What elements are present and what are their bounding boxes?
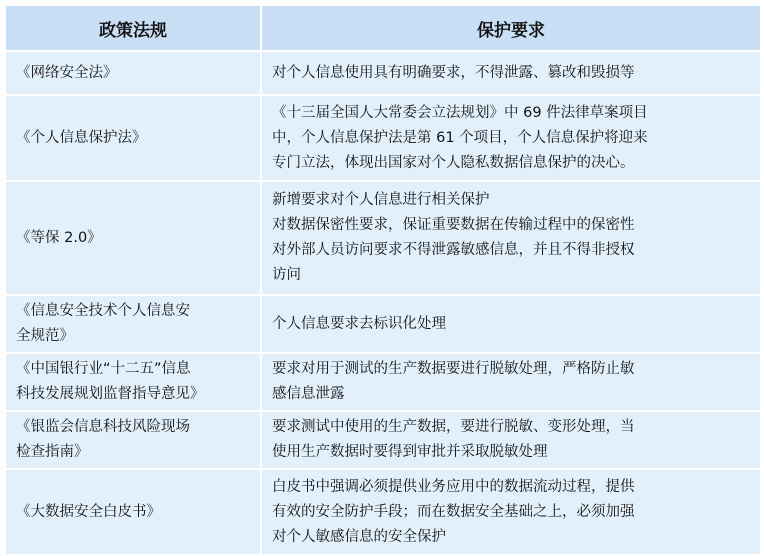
policy-line: 全规范》 — [16, 328, 74, 344]
table-row — [5, 353, 761, 411]
requirement-line: 对数据保密性要求，保证重要数据在传输过程中的保密性 — [272, 217, 635, 233]
requirement-line: 使用生产数据时要得到审批并采取脱敏处理 — [272, 444, 548, 460]
policy-cell — [5, 51, 261, 95]
requirement-line: 专门立法，体现出国家对个人隐私数据信息保护的决心。 — [272, 154, 635, 171]
table-row — [5, 95, 761, 181]
policy-cell — [5, 411, 261, 469]
requirement-line: 访问 — [272, 267, 301, 283]
requirement-line: 《十三届全国人大常委会立法规划》中 69 件法律草案项目 — [272, 104, 648, 121]
table-row — [5, 295, 761, 353]
policy-line: 《等保 2.0》 — [16, 229, 102, 246]
header-policy: 政策法规 — [5, 5, 261, 51]
requirement-line: 个人信息要求去标识化处理 — [272, 315, 446, 332]
table-row — [5, 51, 761, 95]
requirement-cell — [261, 469, 761, 555]
policy-line: 《中国银行业“十二五”信息 — [16, 361, 191, 377]
table-row — [5, 411, 761, 469]
requirement-line: 有效的安全防护手段；而在数据安全基础之上，必须加强 — [272, 503, 635, 520]
requirement-line: 感信息泄露 — [272, 386, 345, 402]
header-requirement: 保护要求 — [261, 5, 761, 51]
policy-cell — [5, 295, 261, 353]
table-header-row — [5, 5, 761, 51]
policy-requirements-table — [4, 4, 762, 556]
requirement-line: 对外部人员访问要求不得泄露敏感信息，并且不得非授权 — [272, 242, 635, 258]
requirement-line: 要求对用于测试的生产数据要进行脱敏处理，严格防止敏 — [272, 361, 635, 377]
policy-cell — [5, 95, 261, 181]
policy-cell — [5, 469, 261, 555]
policy-line: 科技发展规划监督指导意见》 — [16, 386, 205, 402]
policy-cell — [5, 353, 261, 411]
policy-line: 《信息安全技术个人信息安 — [16, 303, 190, 319]
requirement-cell — [261, 95, 761, 181]
policy-cell — [5, 181, 261, 295]
policy-line: 《网络安全法》 — [16, 64, 118, 81]
policy-line: 检查指南》 — [16, 444, 89, 460]
requirement-line: 要求测试中使用的生产数据，要进行脱敏、变形处理，当 — [272, 419, 635, 435]
requirement-cell — [261, 181, 761, 295]
requirement-cell — [261, 51, 761, 95]
policy-line: 《个人信息保护法》 — [16, 129, 147, 146]
requirement-line: 对个人敏感信息的安全保护 — [272, 528, 446, 545]
requirement-line: 新增要求对个人信息进行相关保护 — [272, 192, 490, 208]
requirement-line: 白皮书中强调必须提供业务应用中的数据流动过程，提供 — [272, 478, 635, 495]
requirement-cell — [261, 411, 761, 469]
requirement-line: 中，个人信息保护法是第 61 个项目，个人信息保护将迎来 — [272, 129, 648, 146]
table-row — [5, 469, 761, 555]
table-row — [5, 181, 761, 295]
policy-line: 《大数据安全白皮书》 — [16, 503, 161, 520]
requirement-cell — [261, 295, 761, 353]
policy-line: 《银监会信息科技风险现场 — [16, 419, 190, 435]
requirement-cell — [261, 353, 761, 411]
requirement-line: 对个人信息使用具有明确要求，不得泄露、篡改和毁损等 — [272, 64, 635, 81]
